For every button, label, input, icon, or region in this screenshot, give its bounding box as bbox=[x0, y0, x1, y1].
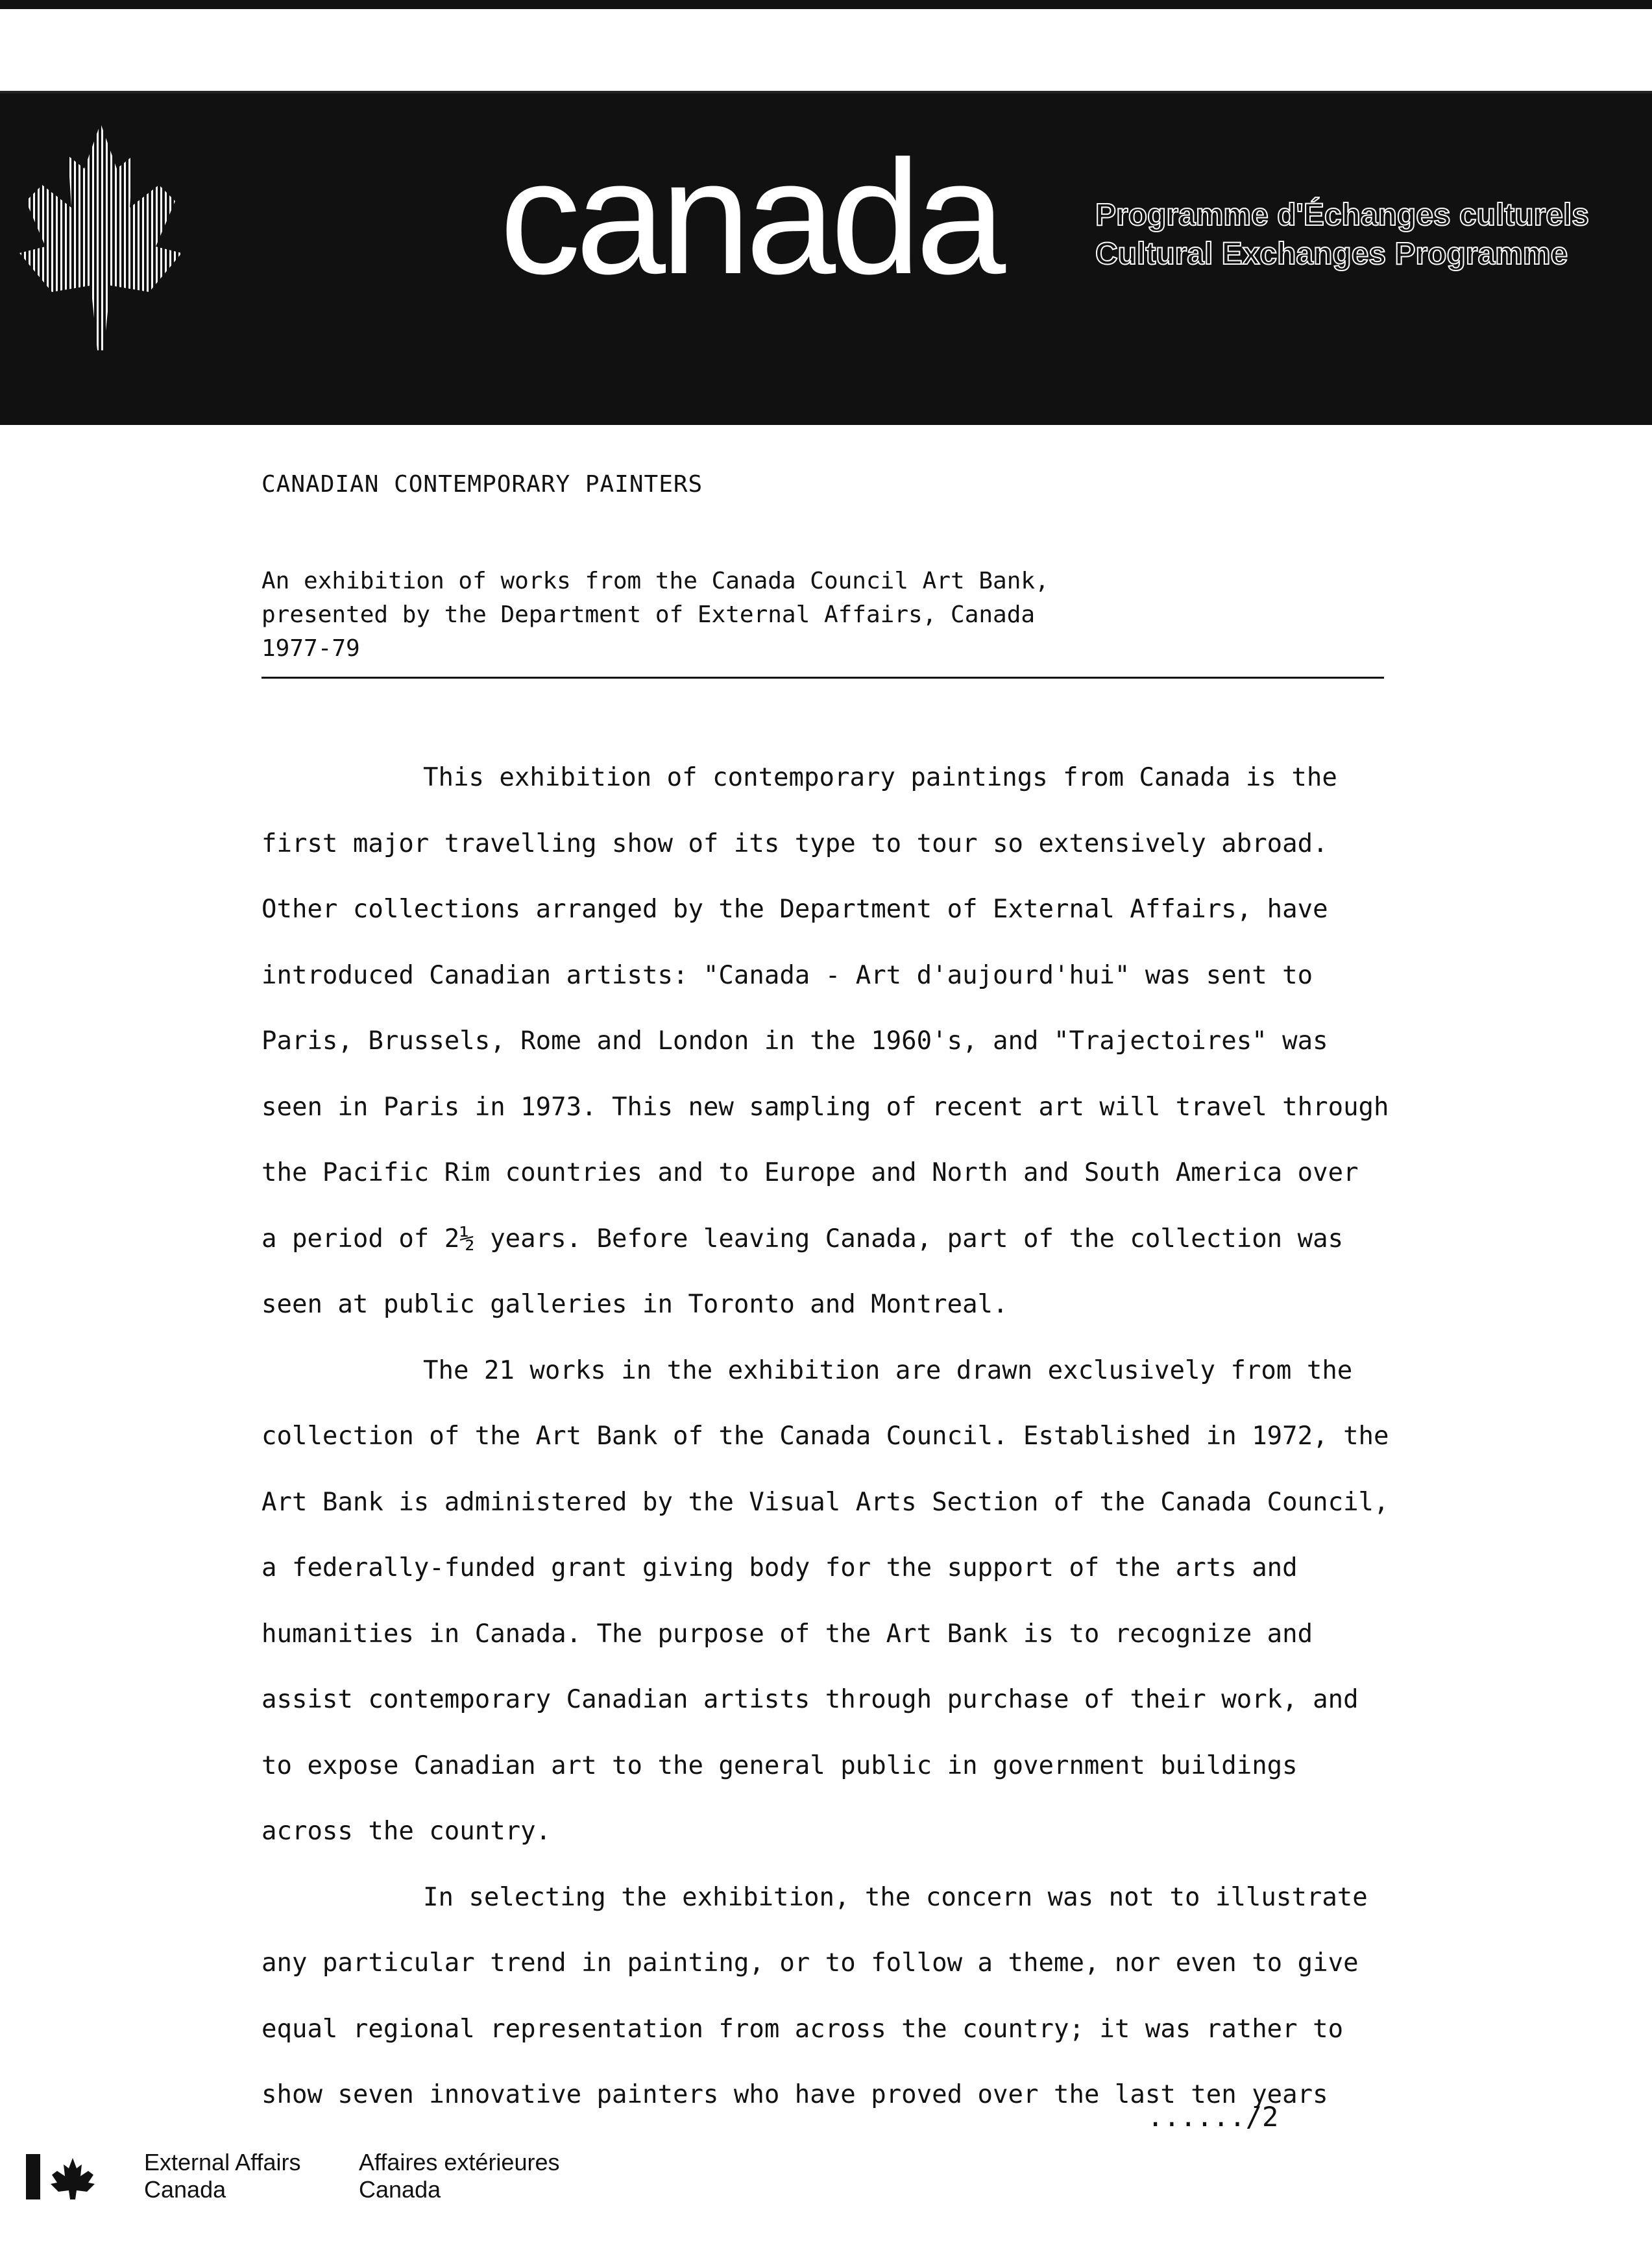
body-line: a federally-funded grant giving body for the support of the arts and bbox=[261, 1553, 1298, 1582]
canada-flag-icon bbox=[26, 2154, 97, 2199]
body-line: equal regional representation from across the country; it was rather to bbox=[261, 2014, 1344, 2044]
footer-en-line1: External Affairs bbox=[144, 2149, 301, 2175]
programme-title-en: Cultural Exchanges Programme bbox=[1095, 237, 1568, 271]
programme-title-fr: Programme d'Échanges culturels bbox=[1095, 198, 1589, 232]
document-heading: CANADIAN CONTEMPORARY PAINTERS bbox=[261, 471, 703, 498]
body-line: In selecting the exhibition, the concern was not to illustrate bbox=[423, 1882, 1368, 1912]
body-line: first major travelling show of its type to tour so extensively abroad. bbox=[261, 829, 1328, 858]
subtitle-line: 1977-79 bbox=[261, 635, 360, 662]
subtitle-line: presented by the Department of External Affairs, Canada bbox=[261, 601, 1036, 628]
body-line: the Pacific Rim countries and to Europe and North and South America over bbox=[261, 1158, 1359, 1187]
subtitle-line: An exhibition of works from the Canada Council Art Bank, bbox=[261, 568, 1049, 594]
footer-department-fr bbox=[359, 2149, 559, 2203]
body-line: a period of 2½ years. Before leaving Canada, part of the collection was bbox=[261, 1224, 1344, 1254]
body-line: The 21 works in the exhibition are drawn exclusively from the bbox=[423, 1355, 1353, 1385]
programme-title bbox=[1095, 196, 1589, 274]
body-line: show seven innovative painters who have proved over the last ten years bbox=[261, 2080, 1328, 2109]
document-subtitle bbox=[261, 564, 1049, 666]
footer-en-line2: Canada bbox=[144, 2176, 226, 2203]
footer-fr-line1: Affaires extérieures bbox=[359, 2149, 560, 2175]
body-line: humanities in Canada. The purpose of the Art Bank is to recognize and bbox=[261, 1619, 1313, 1649]
body-line: Other collections arranged by the Department of External Affairs, have bbox=[261, 895, 1328, 924]
body-line: to expose Canadian art to the general public in government buildings bbox=[261, 1750, 1298, 1780]
body-line: across the country. bbox=[261, 1817, 552, 1846]
body-line: assist contemporary Canadian artists through purchase of their work, and bbox=[261, 1685, 1359, 1714]
footer-fr-line2: Canada bbox=[359, 2176, 441, 2203]
page-continuation-marker: ....../2 bbox=[1147, 2101, 1279, 2133]
footer-department-en bbox=[144, 2149, 300, 2203]
divider-rule bbox=[261, 677, 1384, 679]
canada-wordmark: canada bbox=[500, 127, 1001, 308]
body-line: any particular trend in painting, or to follow a theme, nor even to give bbox=[261, 1948, 1359, 1978]
top-rule bbox=[0, 0, 1652, 9]
body-line: introduced Canadian artists: "Canada - Art d'aujourd'hui" was sent to bbox=[261, 960, 1313, 990]
body-line: seen in Paris in 1973. This new sampling of recent art will travel through bbox=[261, 1092, 1389, 1122]
body-line: collection of the Art Bank of the Canada Council. Established in 1972, the bbox=[261, 1422, 1389, 1451]
body-line: Paris, Brussels, Rome and London in the 1960's, and "Trajectoires" was bbox=[261, 1026, 1328, 1056]
maple-leaf-icon bbox=[19, 123, 182, 350]
body-line: This exhibition of contemporary paintings from Canada is the bbox=[423, 763, 1337, 792]
body-line: seen at public galleries in Toronto and Montreal. bbox=[261, 1290, 1008, 1319]
body-text bbox=[261, 745, 1494, 2128]
body-line: Art Bank is administered by the Visual Arts Section of the Canada Council, bbox=[261, 1487, 1389, 1517]
